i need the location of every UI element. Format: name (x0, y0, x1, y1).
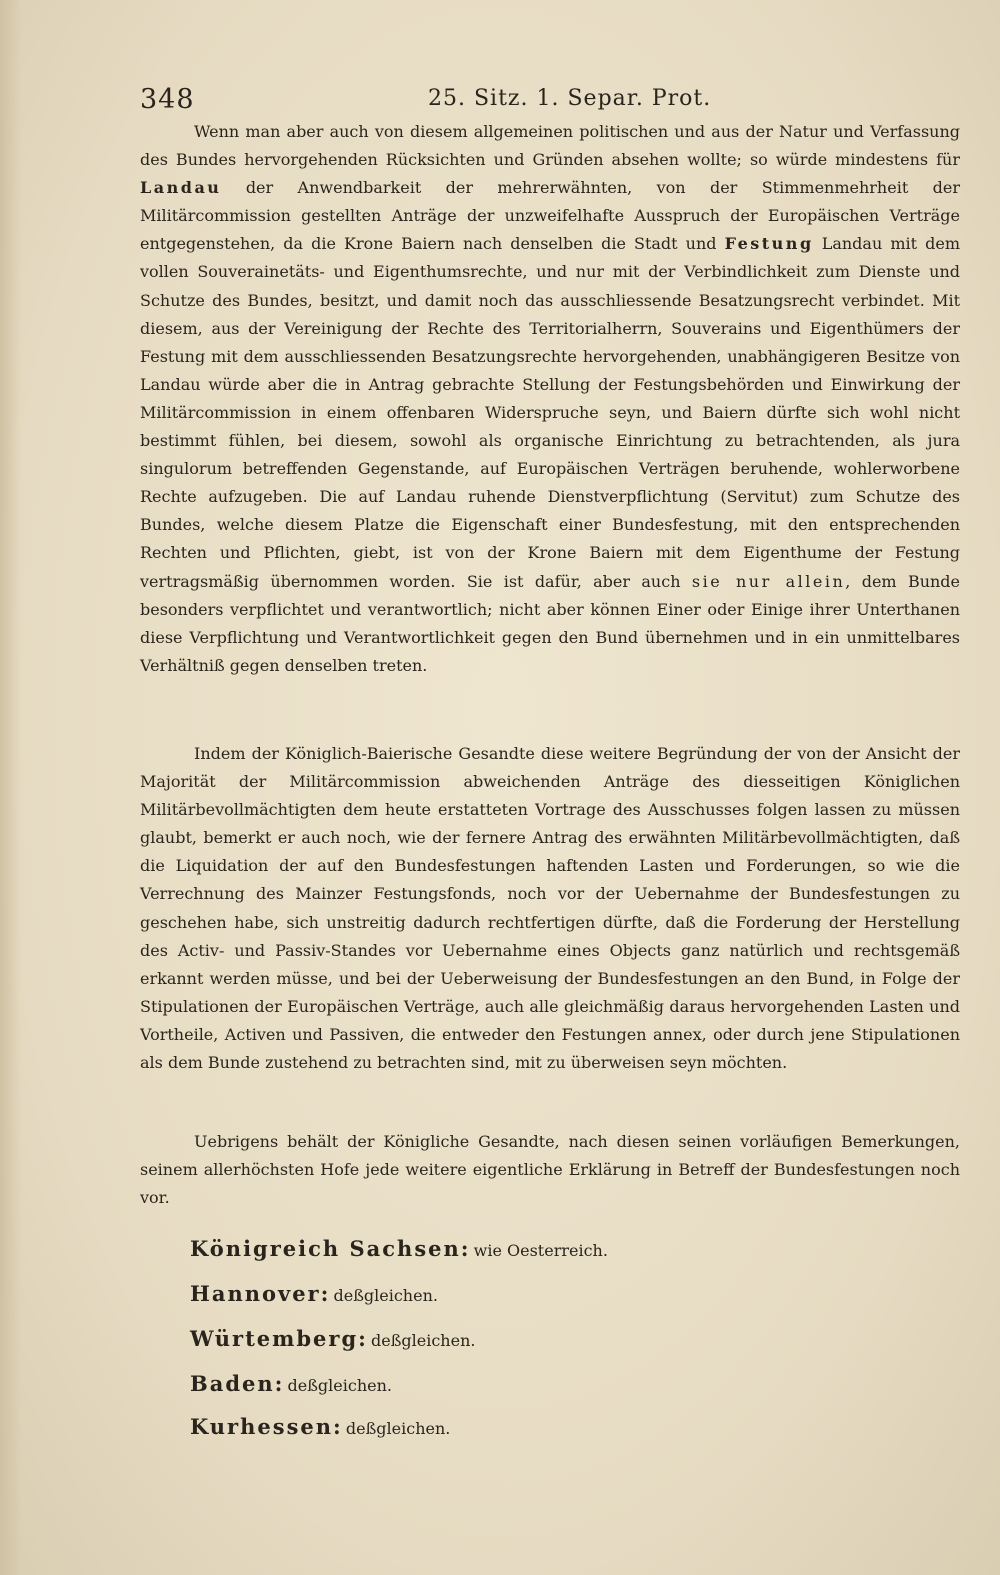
vote-colon: : (358, 1326, 366, 1351)
emphasis-festung: Festung (724, 234, 814, 254)
paragraph-1-tail: Landau mit dem vollen Souverainetäts- und Eigenthumsrechte, und nur mit der Verbindlichkeit zum Dienste und Schutze des Bundes, besitzt, und damit noch das ausschliessende Besatzungsrecht verbindet. Mit diesem, aus der Vereinigung der Rechte des Territorialherrn, Souverains und Eigenthümers der Festung mit dem ausschliessenden Besatzungsrechte hervorgehenden, unabhängigeren Besitze von Landau würde aber die in Antrag gebrachte Stellung der Festungsbehörden und Einwirkung der Militärcommission in einem offenbaren Widerspruche seyn, und Baiern dürfte sich wohl nicht bestimmt fühlen, bei diesem, sowohl als organische Einrichtung zu betrachtenden, als jura singulorum betreffenden Gegenstande, auf Europäischen Verträgen beruhende, wohlerworbene Rechte aufzugeben. Die auf Landau ruhende Dienstverpflichtung (Servitut) zum Schutze des Bundes, welche diesem Platze die Eigenschaft einer Bundesfestung, mit den entsprechenden Rechten und Pflichten, giebt, ist von der Krone Baiern mit dem Eigenthume der Festung vertragsmäßig übernommen worden. Sie ist dafür, aber auch (140, 234, 960, 591)
vote-opinion: deßgleichen. (333, 1286, 438, 1305)
paragraph-2: Indem der Königlich-Baierische Gesandte diese weitere Begründung der von der Ansicht der Majorität der Militärcommission abweichenden Anträge des diesseitigen Königlichen Militärbevollmächtigten dem heute erstatteten Vortrage des Ausschusses folgen lassen zu müssen glaubt, bemerkt er auch noch, wie der fernere Antrag des erwähnten Militärbevollmächtigten, daß die Liquidation der auf den Bundesfestungen haftenden Lasten und Forderungen, so wie die Verrechnung des Mainzer Festungsfonds, noch vor der Uebernahme der Bundesfestungen zu geschehen habe, sich unstreitig dadurch rechtfertigen dürfte, daß die Forderung der Herstellung des Activ- und Passiv-Standes vor Uebernahme eines Objects ganz natürlich und rechtsgemäß erkannt werden müsse, und bei der Ueberweisung der Bundesfestungen an den Bund, in Folge der Stipulationen der Europäischen Verträge, auch alle gleichmäßig daraus hervorgehenden Lasten und Vortheile, Activen und Passiven, die entweder den Festungen annex, oder durch jene Stipulationen als dem Bunde zustehend zu betrachten sind, mit zu überweisen seyn möchten. (140, 744, 960, 1073)
vote-line (190, 1236, 890, 1266)
vote-line (190, 1281, 890, 1311)
vote-colon: : (320, 1281, 329, 1306)
paragraph-1-end: , dem Bunde besonders verpflichtet und verantwortlich; nicht aber können Einer oder Einige ihrer Unterthanen diese Verpflichtung und Verantwortlichkeit gegen den Bund übernehmen und in ein unmittelbares Verhältniß gegen denselben treten. (140, 571, 961, 675)
vote-line (190, 1371, 890, 1401)
vote-line (190, 1326, 890, 1356)
vote-state: Baden (190, 1371, 275, 1396)
page-binding-shadow (0, 0, 22, 1575)
emphasis-landau: Landau (140, 178, 222, 198)
paragraph-1-mid: der Anwendbarkeit der mehrerwähnten, von der Stimmenmehrheit der Militärcommission gestellten Anträge der unzweifelhafte Ausspruch der Europäischen Verträge entgegenstehen, da die Krone Baiern nach denselben die Stadt und (140, 178, 960, 254)
vote-colon: : (274, 1371, 283, 1396)
vote-opinion: deßgleichen. (345, 1419, 451, 1438)
vote-line (190, 1414, 890, 1444)
vote-colon: : (460, 1236, 469, 1261)
paragraph-1 (140, 118, 960, 680)
vote-state: Hannover (190, 1281, 321, 1306)
paragraph-3: Uebrigens behält der Königliche Gesandte, nach diesen seinen vorläufigen Bemerkungen, seinem allerhöchsten Hofe jede weitere eigentliche Erklärung in Betreff der Bundesfestungen noch vor. (140, 1132, 960, 1208)
vote-opinion: deßgleichen. (371, 1331, 476, 1350)
vote-state: Kurhessen (190, 1414, 334, 1439)
vote-state: Würtemberg (190, 1326, 359, 1351)
running-head: 25. Sitz. 1. Separ. Prot. (428, 86, 712, 111)
vote-opinion: deßgleichen. (287, 1376, 392, 1395)
vote-opinion: wie Oesterreich. (473, 1241, 608, 1260)
paragraph-1-lead: Wenn man aber auch von diesem allgemeinen politischen und aus der Natur und Verfassung des Bundes hervorgehenden Rücksichten und Gründen absehen wollte; so würde mindestens für (140, 122, 960, 170)
page-number: 348 (140, 84, 195, 115)
emphasis-sie-nur-allein: sie nur allein (691, 571, 846, 591)
vote-state: Königreich Sachsen (190, 1236, 461, 1261)
vote-colon: : (333, 1414, 341, 1439)
